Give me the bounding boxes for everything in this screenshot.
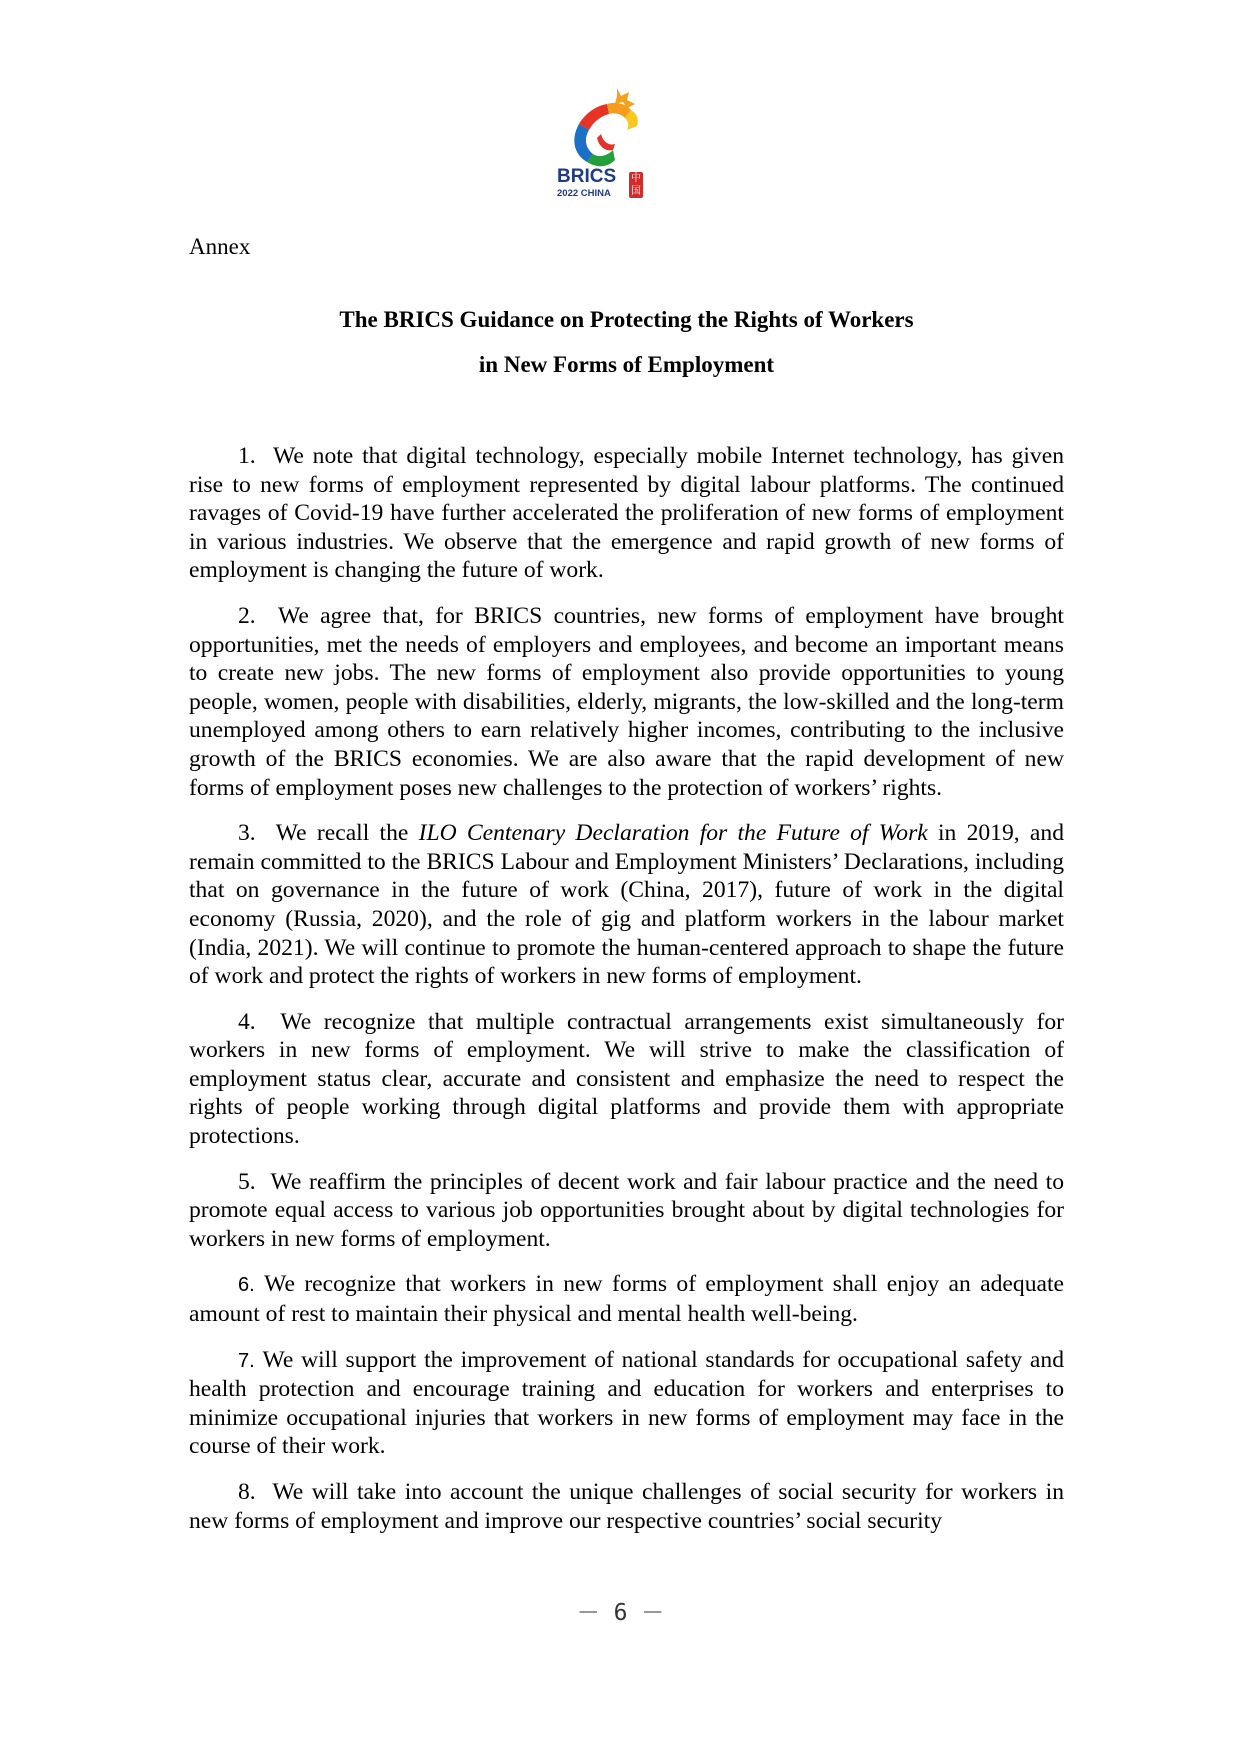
paragraph-number: 3. [238,820,256,847]
paragraph-text: We will take into account the unique challenges of social security for workers in new forms of employment and improve our respective countries’ social security [189,1479,1064,1534]
paragraph-text-pre: We recall the [275,820,419,847]
paragraph-text-post: in 2019, and remain committed to the BRICS Labour and Employment Ministers’ Declarations, including that on governance in the future of work (China, 2017), future of work in the digital economy (Russia, 2020), and the role of gig and platform workers in the labour market (India, 2021). We will continue to promote the human-centered approach to shape the future of work and protect the rights of workers in new forms of employment. [189,820,1064,990]
paragraph-text: We recognize that workers in new forms of employment shall enjoy an adequate amount of rest to maintain their physical and mental health well-being. [189,1271,1064,1328]
paragraph-3 [189,819,1064,991]
paragraph-7 [189,1346,1064,1461]
document-title-line-1: The BRICS Guidance on Protecting the Rights of Workers [339,307,914,332]
paragraph-8 [189,1478,1064,1535]
paragraph-1 [189,442,1064,585]
paragraph-text: We agree that, for BRICS countries, new forms of employment have brought opportunities, met the needs of employers and employees, and become an important means to create new jobs. The new forms of employment also provide opportunities to young people, women, people with disabilities, elderly, migrants, the low-skilled and the long-term unemployed among others to earn relatively higher incomes, contributing to the inclusive growth of the BRICS economies. We are also aware that the rapid development of new forms of employment poses new challenges to the protection of workers’ rights. [189,602,1064,801]
paragraph-number: 8. [238,1479,256,1505]
paragraph-number: 2. [238,602,256,629]
paragraph-number: 4. [238,1008,256,1035]
page-number: － 6 － [576,1600,665,1626]
declaration-title: ILO Centenary Declaration for the Future of Work [418,820,928,847]
paragraph-number: 5. [238,1168,256,1195]
paragraph-text: We reaffirm the principles of decent work and fair labour practice and the need to promote equal access to various job opportunities brought about by digital technologies for workers in new forms of employment. [189,1168,1065,1252]
paragraph-number: 7. [238,1349,255,1372]
paragraph-text: We will support the improvement of national standards for occupational safety and health protection and encourage training and education for workers and enterprises to minimize occupational injuries that workers in new forms of employment may face in the course of their work. [189,1346,1064,1460]
paragraph-5 [189,1168,1064,1254]
logo-seal: 中国 [631,173,641,197]
paragraph-4 [189,1008,1064,1151]
paragraph-number: 1. [238,443,256,469]
logo-wordmark: BRICS [557,166,617,187]
annex-label: Annex [189,234,251,259]
paragraph-2 [189,602,1064,802]
paragraph-number: 6. [238,1274,255,1297]
paragraph-6 [189,1270,1064,1328]
logo-subtitle: 2022 CHINA [557,188,611,199]
paragraph-text: We note that digital technology, especially mobile Internet technology, has given rise to new forms of employment represented by digital labour platforms. The continued ravages of Covid-19 have further accelerated the proliferation of new forms of employment in various industries. We observe that the emergence and rapid growth of new forms of employment is changing the future of work. [189,443,1064,584]
document-body [189,442,1064,1552]
paragraph-text: We recognize that multiple contractual arrangements exist simultaneously for workers in new forms of employment. We will strive to make the classification of employment status clear, accurate and consistent and emphasize the need to respect the rights of people working through digital platforms and provide them with appropriate protections. [189,1008,1064,1150]
document-title-line-2: in New Forms of Employment [478,352,775,377]
